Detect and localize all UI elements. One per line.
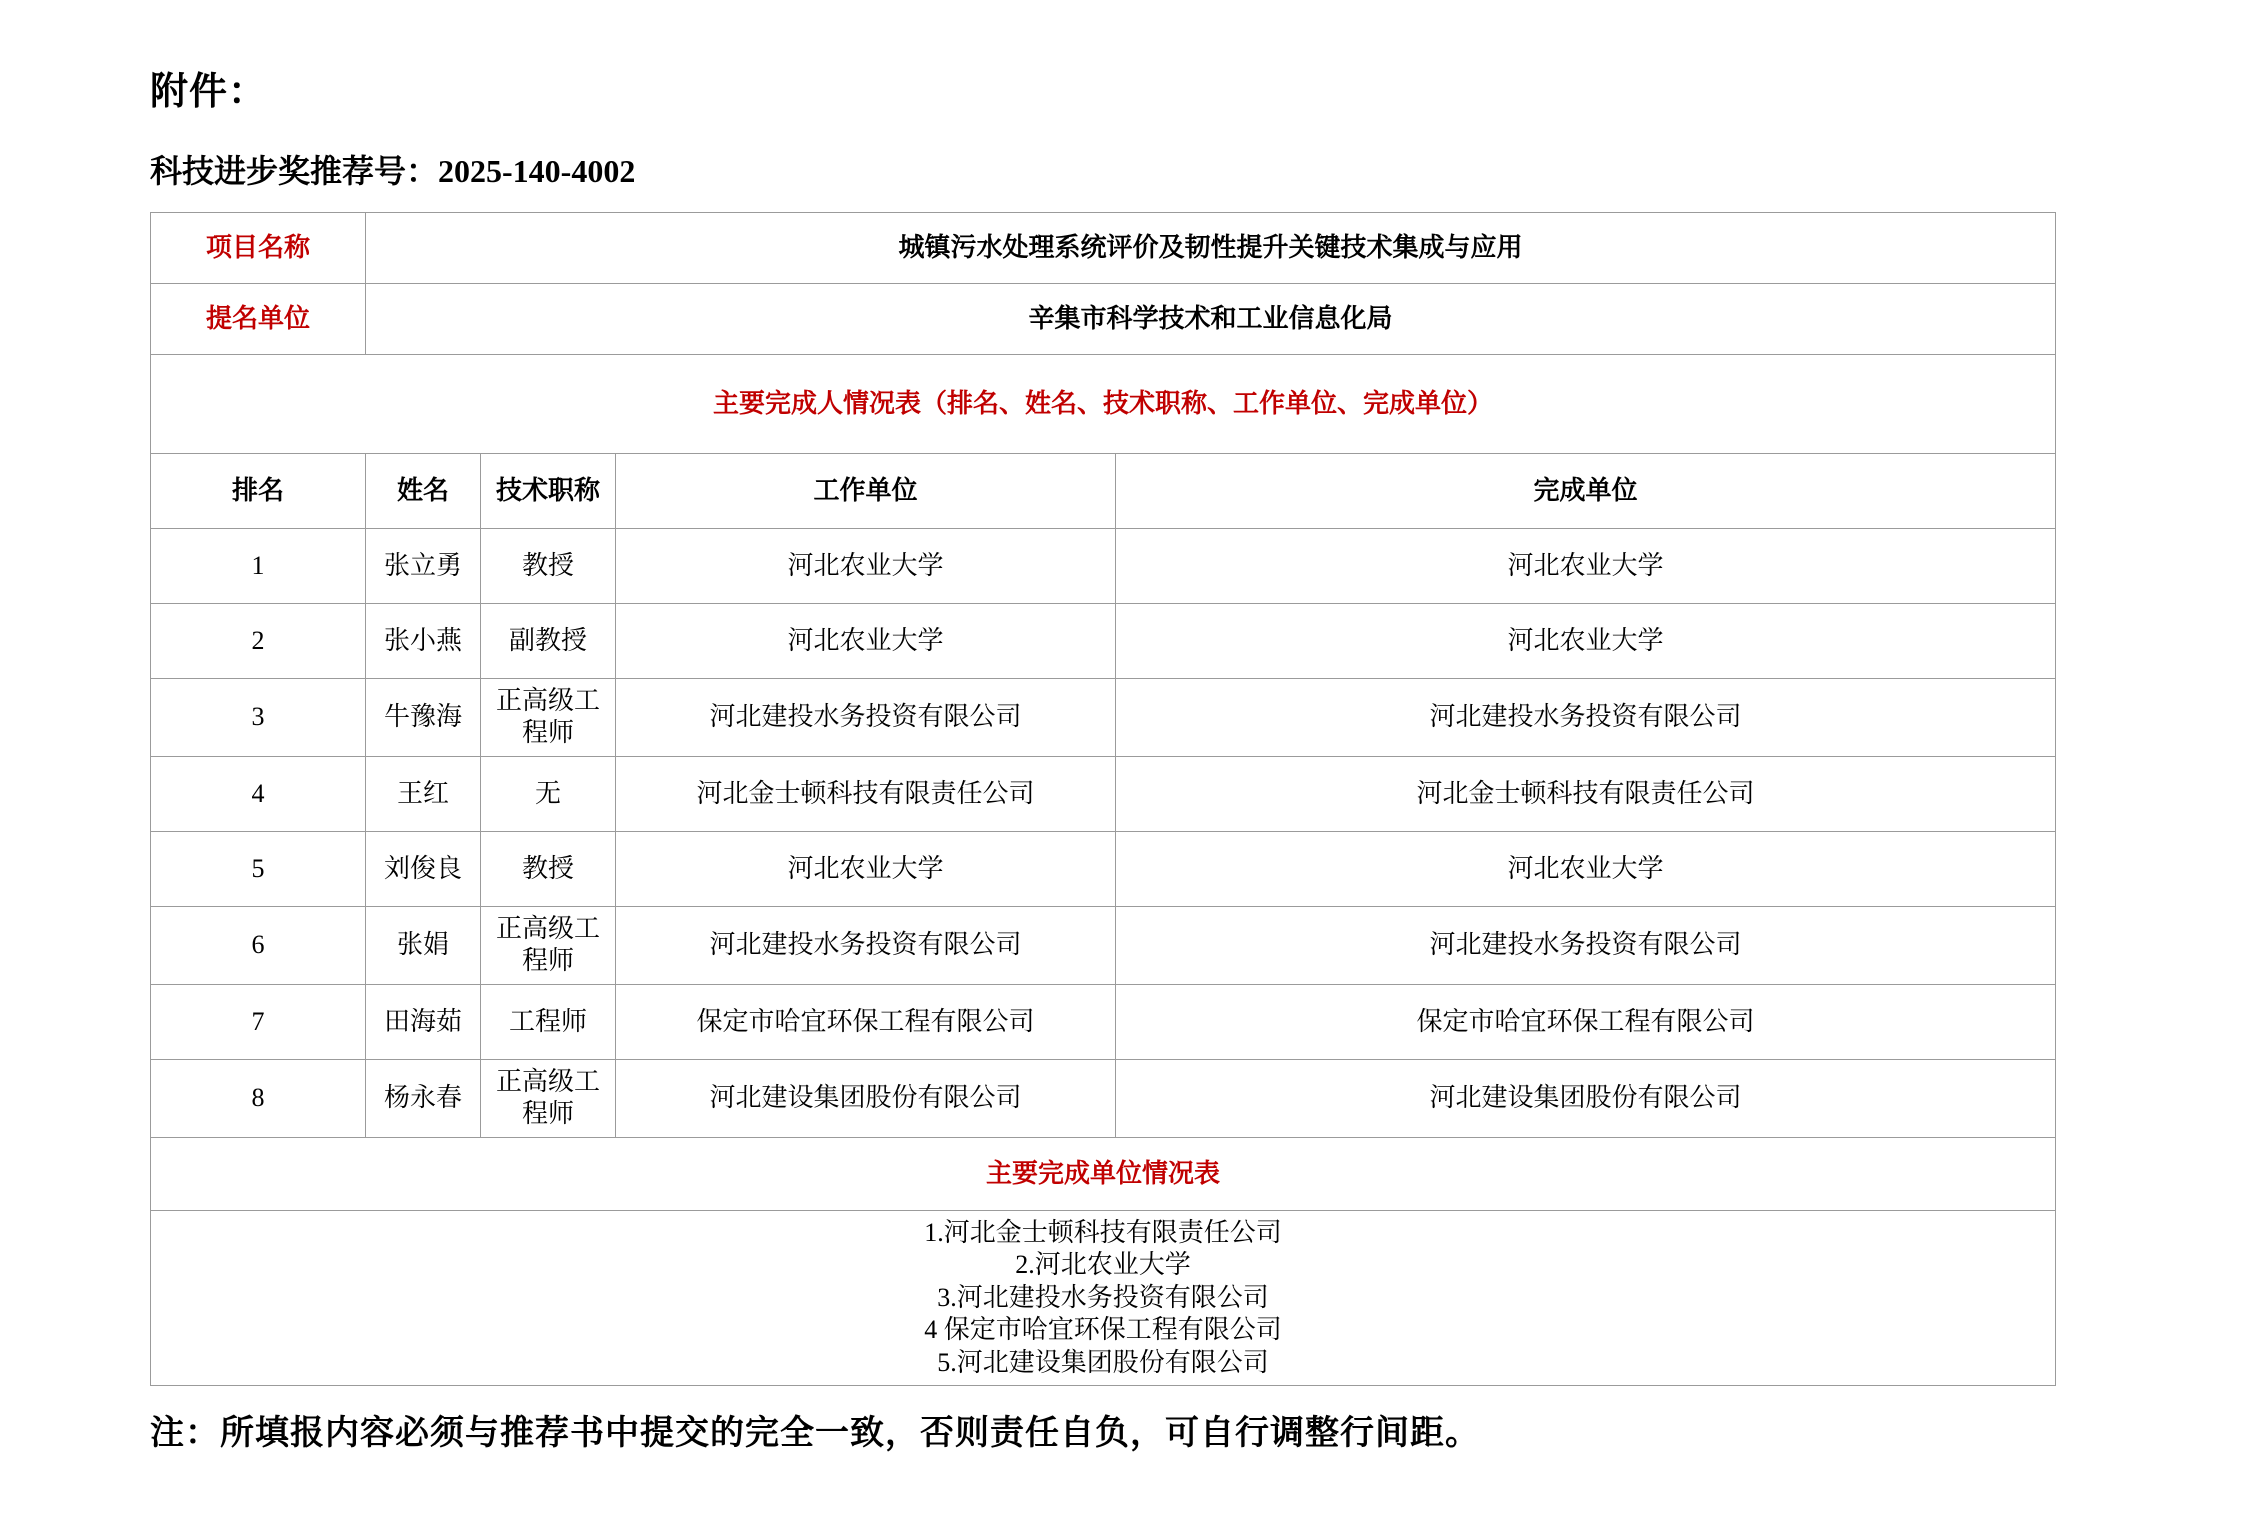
- award-info-table: [150, 212, 2056, 1387]
- table-row-contributors-title: [151, 354, 2056, 453]
- cell-title: 正高级工程师: [481, 678, 616, 756]
- table-row: [151, 603, 2056, 678]
- list-item: 1.河北金士顿科技有限责任公司: [924, 1217, 1282, 1247]
- cell-title: 副教授: [481, 603, 616, 678]
- cell-completion-unit: 河北建投水务投资有限公司: [1116, 906, 2056, 984]
- recommendation-number-prefix: 科技进步奖推荐号：: [150, 152, 439, 189]
- project-name-value: 城镇污水处理系统评价及韧性提升关键技术集成与应用: [366, 212, 2056, 283]
- table-row: [151, 1059, 2056, 1137]
- list-item: 2.河北农业大学: [1015, 1250, 1191, 1280]
- cell-name: 杨永春: [366, 1059, 481, 1137]
- column-header-title: 技术职称: [481, 453, 616, 528]
- list-item: 5.河北建设集团股份有限公司: [937, 1347, 1269, 1377]
- cell-completion-unit: 河北金士顿科技有限责任公司: [1116, 756, 2056, 831]
- cell-title: 正高级工程师: [481, 1059, 616, 1137]
- cell-completion-unit: 河北农业大学: [1116, 528, 2056, 603]
- table-row: [151, 678, 2056, 756]
- units-list: [151, 1210, 2056, 1386]
- recommendation-number-value: 2025-140-4002: [438, 152, 636, 189]
- cell-work-unit: 河北农业大学: [616, 603, 1116, 678]
- cell-work-unit: 保定市哈宜环保工程有限公司: [616, 984, 1116, 1059]
- units-section-title: 主要完成单位情况表: [151, 1137, 2056, 1210]
- cell-completion-unit: 河北农业大学: [1116, 603, 2056, 678]
- table-row: [151, 528, 2056, 603]
- cell-name: 张小燕: [366, 603, 481, 678]
- recommendation-number-line: [150, 152, 2095, 190]
- table-row: [151, 984, 2056, 1059]
- column-header-completion-unit: 完成单位: [1116, 453, 2056, 528]
- cell-name: 牛豫海: [366, 678, 481, 756]
- table-row: [151, 831, 2056, 906]
- cell-name: 王红: [366, 756, 481, 831]
- cell-rank: 6: [151, 906, 366, 984]
- table-row-nominating-unit: [151, 283, 2056, 354]
- cell-rank: 4: [151, 756, 366, 831]
- cell-work-unit: 河北建投水务投资有限公司: [616, 678, 1116, 756]
- table-row: [151, 906, 2056, 984]
- cell-title: 教授: [481, 831, 616, 906]
- cell-name: 张立勇: [366, 528, 481, 603]
- cell-work-unit: 河北金士顿科技有限责任公司: [616, 756, 1116, 831]
- cell-completion-unit: 河北农业大学: [1116, 831, 2056, 906]
- nominating-unit-label: 提名单位: [151, 283, 366, 354]
- cell-name: 刘俊良: [366, 831, 481, 906]
- cell-completion-unit: 河北建投水务投资有限公司: [1116, 678, 2056, 756]
- footer-note: 注：所填报内容必须与推荐书中提交的完全一致，否则责任自负，可自行调整行间距。: [150, 1415, 1480, 1453]
- attachment-label: 附件：: [150, 71, 268, 113]
- column-header-rank: 排名: [151, 453, 366, 528]
- contributors-section-title: 主要完成人情况表（排名、姓名、技术职称、工作单位、完成单位）: [151, 354, 2056, 453]
- cell-rank: 8: [151, 1059, 366, 1137]
- table-row-units-title: [151, 1137, 2056, 1210]
- table-row-project-name: [151, 212, 2056, 283]
- cell-work-unit: 河北建投水务投资有限公司: [616, 906, 1116, 984]
- column-header-name: 姓名: [366, 453, 481, 528]
- cell-name: 田海茹: [366, 984, 481, 1059]
- table-header-row: [151, 453, 2056, 528]
- cell-work-unit: 河北建设集团股份有限公司: [616, 1059, 1116, 1137]
- cell-rank: 7: [151, 984, 366, 1059]
- cell-name: 张娟: [366, 906, 481, 984]
- cell-rank: 2: [151, 603, 366, 678]
- list-item: 4 保定市哈宜环保工程有限公司: [924, 1315, 1282, 1345]
- list-item: 3.河北建投水务投资有限公司: [937, 1282, 1269, 1312]
- cell-title: 无: [481, 756, 616, 831]
- cell-rank: 5: [151, 831, 366, 906]
- nominating-unit-value: 辛集市科学技术和工业信息化局: [366, 283, 2056, 354]
- cell-completion-unit: 保定市哈宜环保工程有限公司: [1116, 984, 2056, 1059]
- cell-work-unit: 河北农业大学: [616, 831, 1116, 906]
- table-row-units-list: [151, 1210, 2056, 1386]
- cell-work-unit: 河北农业大学: [616, 528, 1116, 603]
- cell-rank: 3: [151, 678, 366, 756]
- column-header-work-unit: 工作单位: [616, 453, 1116, 528]
- table-row: [151, 756, 2056, 831]
- cell-completion-unit: 河北建设集团股份有限公司: [1116, 1059, 2056, 1137]
- cell-title: 正高级工程师: [481, 906, 616, 984]
- cell-title: 工程师: [481, 984, 616, 1059]
- cell-rank: 1: [151, 528, 366, 603]
- project-name-label: 项目名称: [151, 212, 366, 283]
- cell-title: 教授: [481, 528, 616, 603]
